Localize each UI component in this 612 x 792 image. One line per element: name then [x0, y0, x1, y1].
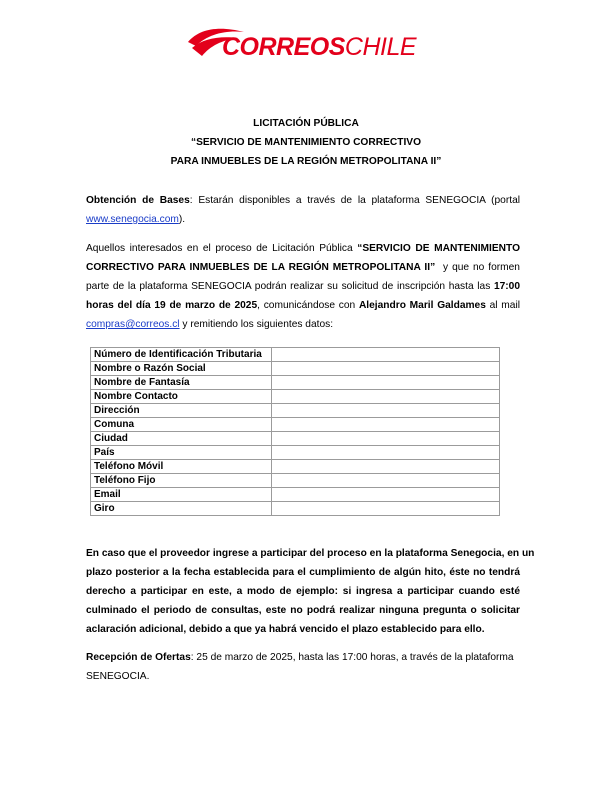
table-row	[91, 418, 500, 432]
table-row	[91, 432, 500, 446]
table-row	[91, 390, 500, 404]
field-value-cell	[272, 362, 500, 376]
field-label: Email	[91, 488, 272, 502]
field-value-cell	[272, 502, 500, 516]
field-value-cell	[272, 404, 500, 418]
document-heading	[0, 114, 612, 171]
notice-paragraph: En caso que el proveedor ingrese a participar del proceso en la plataforma Senegocia, en un plazo posterior a la fecha establecida para el cumplimiento de algún hito, éste no tendrá derecho a participar en este, a modo de ejemplo: si ingresa a participar cuando esté culminado el periodo de consultas, este no podrá realizar ninguna pregunta o solicitar aclaración adicional, debido a que ya habrá vencido el plazo establecido para ello.	[86, 548, 535, 635]
table-row	[91, 362, 500, 376]
obtencion-paragraph: Obtención de Bases: Estarán disponibles a través de la plataforma SENEGOCIA (portal www.senegocia.com).	[86, 195, 520, 225]
field-value-cell	[272, 474, 500, 488]
field-value-cell	[272, 418, 500, 432]
registration-data-table	[90, 347, 500, 516]
field-value-cell	[272, 446, 500, 460]
heading-line-2: “SERVICIO DE MANTENIMIENTO CORRECTIVO	[191, 137, 421, 148]
recepcion-paragraph: Recepción de Ofertas: 25 de marzo de 2025, hasta las 17:00 horas, a través de la plataforma SENEGOCIA.	[86, 652, 514, 682]
table-row	[91, 376, 500, 390]
field-value-cell	[272, 488, 500, 502]
heading-line-3: PARA INMUEBLES DE LA REGIÓN METROPOLITANA II”	[170, 156, 442, 167]
obtencion-text: : Estarán disponibles a través de la plataforma SENEGOCIA (portal	[189, 195, 520, 206]
recepcion-label: Recepción de Ofertas	[86, 652, 191, 663]
field-value-cell	[272, 390, 500, 404]
table-row	[91, 460, 500, 474]
logo-wordmark: CORREOSCHILE	[222, 33, 417, 61]
table-row	[91, 348, 500, 362]
field-label: Giro	[91, 502, 272, 516]
field-label: Dirección	[91, 404, 272, 418]
heading-line-1: LICITACIÓN PÚBLICA	[253, 118, 359, 129]
field-value-cell	[272, 460, 500, 474]
table-row	[91, 446, 500, 460]
field-value-cell	[272, 376, 500, 390]
field-label: Ciudad	[91, 432, 272, 446]
field-label: País	[91, 446, 272, 460]
field-value-cell	[272, 348, 500, 362]
field-label: Número de Identificación Tributaria	[91, 348, 272, 362]
field-label: Teléfono Fijo	[91, 474, 272, 488]
field-label: Teléfono Móvil	[91, 460, 272, 474]
table-row	[91, 502, 500, 516]
field-label: Nombre de Fantasía	[91, 376, 272, 390]
field-label: Nombre o Razón Social	[91, 362, 272, 376]
inscripcion-paragraph: Aquellos interesados en el proceso de Licitación Pública “SERVICIO DE MANTENIMIENTO CORRECTIVO PARA INMUEBLES DE LA REGIÓN METROPOLITANA II” y que no formen parte de la plataforma SENEGOCIA podrán realizar su solicitud de inscripción hasta las 17:00 horas del día 19 de marzo de 2025, comunicándose con Alejandro Maril Galdames al mail compras@correos.cl y remitiendo los siguientes datos:	[86, 243, 520, 330]
field-value-cell	[272, 432, 500, 446]
contact-name: Alejandro Maril Galdames	[358, 300, 486, 311]
field-label: Comuna	[91, 418, 272, 432]
table-row	[91, 474, 500, 488]
correos-chile-logo	[186, 26, 417, 64]
table-row	[91, 488, 500, 502]
obtencion-label: Obtención de Bases	[86, 195, 190, 206]
senegocia-link[interactable]: www.senegocia.com	[86, 214, 179, 225]
table-row	[91, 404, 500, 418]
field-label: Nombre Contacto	[91, 390, 272, 404]
email-link[interactable]: compras@correos.cl	[86, 319, 180, 330]
